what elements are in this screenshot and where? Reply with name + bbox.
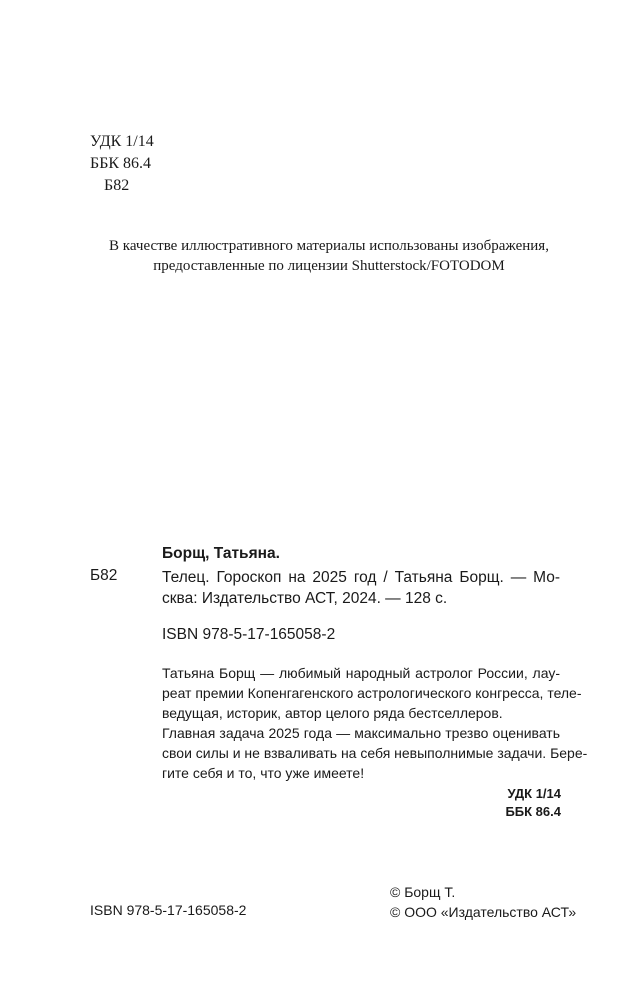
isbn: ISBN 978-5-17-165058-2 [162,626,336,643]
annotation-line: гите себя и то, что уже имеете! [162,765,365,781]
classification-block-bottom [505,785,561,821]
bibliographic-description [162,567,560,609]
bbk-code: ББК 86.4 [90,155,152,172]
author-heading: Борщ, Татьяна. [162,545,280,562]
author-mark: Б82 [90,567,118,584]
udk-code: УДК 1/14 [90,133,154,150]
copyright-publisher: © ООО «Издательство АСТ» [390,904,577,920]
udk-code: УДК 1/14 [507,786,561,801]
classification-block-top [90,131,154,197]
annotation [162,663,588,783]
author-mark: Б82 [104,177,130,194]
annotation-line: Главная задача 2025 года — максимально трезво оценивать [162,725,560,741]
illustration-note [60,236,598,276]
footer-isbn: ISBN 978-5-17-165058-2 [90,902,247,918]
bibliographic-line: сква: Издательство АСТ, 2024. — 128 с. [162,590,448,607]
annotation-line: свои силы и не взваливать на себя невыполнимые задачи. Бере- [162,745,588,761]
copyright-block [390,882,576,922]
annotation-line: реат премии Копенгагенского астрологического конгресса, теле- [162,685,582,701]
copyright-author: © Борщ Т. [390,884,456,900]
bibliographic-line: Телец. Гороскоп на 2025 год / Татьяна Борщ. — Мо- [162,569,560,586]
illustration-note-line: предоставленные по лицензии Shutterstock/FOTODOM [153,258,505,274]
illustration-note-line: В качестве иллюстративного материалы использованы изображения, [109,238,549,254]
annotation-line: Татьяна Борщ — любимый народный астролог России, лау- [162,665,560,681]
bbk-code: ББК 86.4 [505,804,561,819]
annotation-line: ведущая, историк, автор целого ряда бестселлеров. [162,705,503,721]
